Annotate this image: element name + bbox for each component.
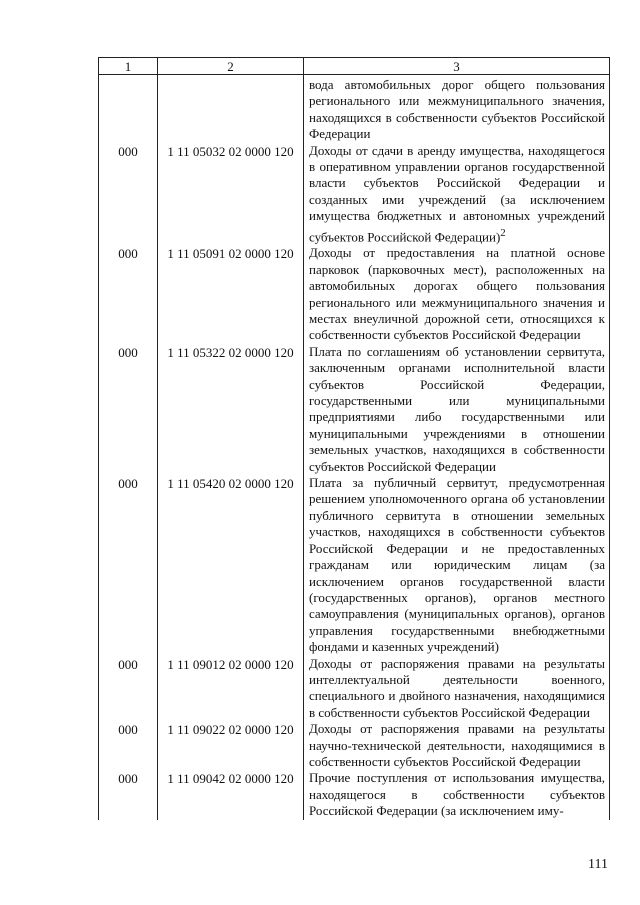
footnote-marker: 2 xyxy=(500,226,506,239)
table-row xyxy=(99,770,610,819)
revenue-description-cell: Доходы от распоряжения правами на результаты научно-технической деятельности, находящимися в собственности субъектов Российской Федерации xyxy=(304,721,610,770)
revenue-description-cell: Плата за публичный сервитут, предусмотренная решением уполномоченного органа об установлении публичного сервитута в отношении земельных участков, находящихся в собственности субъектов Российской Федерации и не предоставленных гражданам или юридическим лицам (за исключением органов государственной власти (государственных органов), органов местного самоуправления (муниципальных органов), органов управления государственными внебюджетными фондами и казенных учреждений) xyxy=(304,475,610,655)
revenue-code-cell: 1 11 09022 02 0000 120 xyxy=(158,721,304,770)
revenue-code-cell: 1 11 05322 02 0000 120 xyxy=(158,344,304,475)
admin-code-cell: 000 xyxy=(99,344,158,475)
admin-code-cell: 000 xyxy=(99,245,158,343)
revenue-code-cell: 1 11 05420 02 0000 120 xyxy=(158,475,304,655)
revenue-code-cell: 1 11 05091 02 0000 120 xyxy=(158,245,304,343)
page-number: 111 xyxy=(588,857,608,872)
admin-code-cell: 000 xyxy=(99,475,158,655)
table-row xyxy=(99,344,610,475)
table-row xyxy=(99,475,610,655)
revenue-description-cell: Плата по соглашениям об установлении сервитута, заключенным органами исполнительной власти субъектов Российской Федерации, государственными или муниципальными предприятиями либо государственными или муниципальными учреждениями в отношении земельных участков, находящихся в собственности субъектов Российской Федерации xyxy=(304,344,610,475)
revenue-codes-table xyxy=(98,57,610,820)
header-col-2: 2 xyxy=(158,58,304,75)
revenue-description-cell xyxy=(304,143,610,246)
table-row xyxy=(99,245,610,343)
admin-code-cell xyxy=(99,75,158,143)
revenue-description-cell: Доходы от распоряжения правами на результаты интеллектуальной деятельности военного, специального и двойного назначения, находящимися в собственности субъектов Российской Федерации xyxy=(304,656,610,722)
table-row xyxy=(99,656,610,722)
revenue-code-cell: 1 11 05032 02 0000 120 xyxy=(158,143,304,246)
revenue-description-cell: вода автомобильных дорог общего пользования регионального или межмуниципального значения, находящихся в собственности субъектов Российской Федерации xyxy=(304,75,610,143)
revenue-code-cell xyxy=(158,75,304,143)
table-row xyxy=(99,143,610,246)
table-header-row xyxy=(99,58,610,75)
admin-code-cell: 000 xyxy=(99,656,158,722)
header-col-1: 1 xyxy=(99,58,158,75)
header-col-3: 3 xyxy=(304,58,610,75)
admin-code-cell: 000 xyxy=(99,770,158,819)
revenue-description-cell: Прочие поступления от использования имущества, находящегося в собственности субъектов Российской Федерации (за исключением иму- xyxy=(304,770,610,819)
table-row xyxy=(99,721,610,770)
table-row xyxy=(99,75,610,143)
revenue-description-cell: Доходы от предоставления на платной основе парковок (парковочных мест), расположенных на автомобильных дорогах общего пользования регионального или межмуниципального значения и местах внеуличной дорожной сети, относящихся к собственности субъектов Российской Федерации xyxy=(304,245,610,343)
admin-code-cell: 000 xyxy=(99,143,158,246)
revenue-description-text: Доходы от сдачи в аренду имущества, находящегося в оперативном управлении органов государственной власти субъектов Российской Федерации и созданных ими учреждений (за исключением имущества бюджетных и автономных учреждений субъектов Российской Федерации) xyxy=(309,142,605,244)
revenue-code-cell: 1 11 09042 02 0000 120 xyxy=(158,770,304,819)
admin-code-cell: 000 xyxy=(99,721,158,770)
revenue-code-cell: 1 11 09012 02 0000 120 xyxy=(158,656,304,722)
